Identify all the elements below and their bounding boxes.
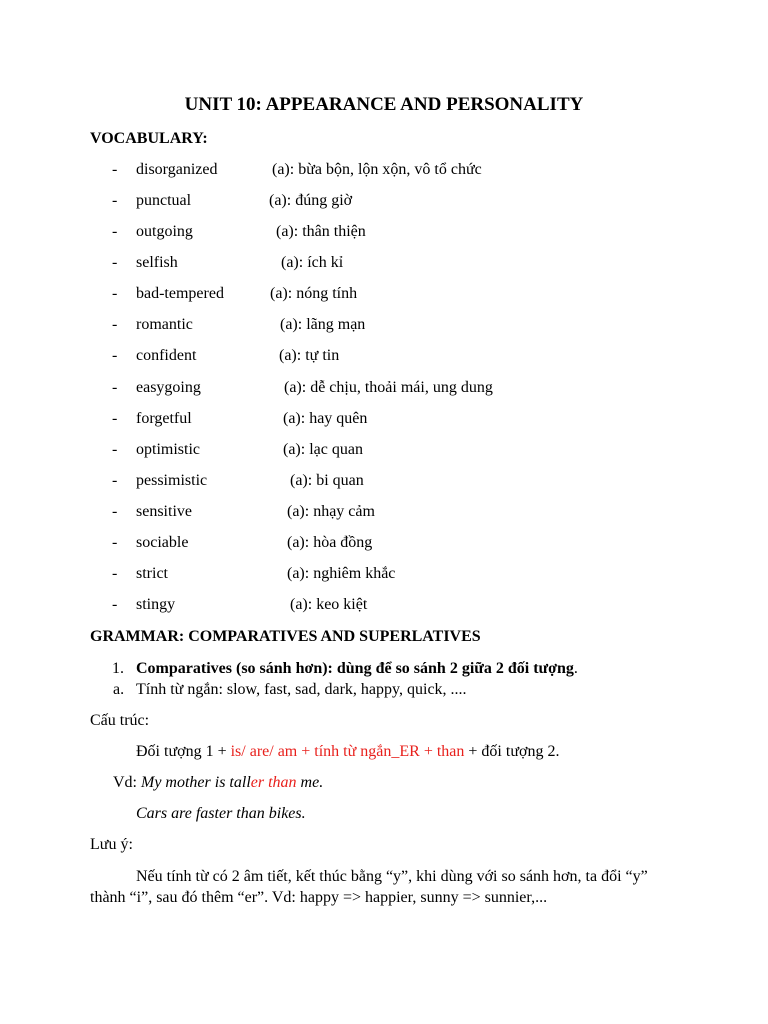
list-bullet: - xyxy=(112,441,118,458)
list-bullet: - xyxy=(112,316,118,333)
vocab-meaning: (a): lãng mạn xyxy=(280,316,366,333)
list-number: 1. xyxy=(112,660,124,677)
list-item xyxy=(0,472,768,494)
list-letter: a. xyxy=(113,681,125,698)
list-bullet: - xyxy=(112,347,118,364)
example-1 xyxy=(113,774,323,792)
list-bullet: - xyxy=(112,379,118,396)
note-line-2: thành “i”, sau đó thêm “er”. Vd: happy => happier, sunny => sunnier,... xyxy=(90,889,548,906)
list-item xyxy=(0,534,768,556)
vocab-meaning: (a): ích kỉ xyxy=(281,254,344,271)
vocab-word: strict xyxy=(136,565,168,582)
example-1-highlight: er than xyxy=(250,774,297,791)
vocab-meaning: (a): nghiêm khắc xyxy=(287,565,396,582)
list-item xyxy=(0,347,768,369)
vocab-word: punctual xyxy=(136,192,192,209)
list-bullet: - xyxy=(112,565,118,582)
list-bullet: - xyxy=(112,596,118,613)
example-1-part2: me. xyxy=(296,774,324,791)
vocab-meaning: (a): lạc quan xyxy=(283,441,363,458)
list-item xyxy=(0,565,768,587)
list-item xyxy=(0,161,768,183)
vocab-word: confident xyxy=(136,347,197,364)
vocab-meaning: (a): nhạy cảm xyxy=(287,503,375,520)
vocab-word: romantic xyxy=(136,316,193,333)
vocab-meaning: (a): hòa đồng xyxy=(287,534,373,551)
list-item xyxy=(0,254,768,276)
list-bullet: - xyxy=(112,161,118,178)
list-item xyxy=(0,503,768,525)
example-2: Cars are faster than bikes. xyxy=(136,805,306,822)
list-item xyxy=(0,223,768,245)
vocab-meaning: (a): đúng giờ xyxy=(269,192,353,209)
vocab-meaning: (a): nóng tính xyxy=(270,285,358,302)
vocab-word: bad-tempered xyxy=(136,285,224,302)
list-item xyxy=(0,441,768,463)
vocab-word: easygoing xyxy=(136,379,201,396)
vocab-word: selfish xyxy=(136,254,178,271)
list-bullet: - xyxy=(112,534,118,551)
vocab-meaning: (a): bi quan xyxy=(290,472,364,489)
example-label: Vd: xyxy=(113,774,141,791)
list-bullet: - xyxy=(112,223,118,240)
list-bullet: - xyxy=(112,254,118,271)
vocab-meaning: (a): tự tin xyxy=(279,347,340,364)
vocab-word: optimistic xyxy=(136,441,200,458)
comparatives-period: . xyxy=(573,660,578,677)
comparatives-definition: Comparatives (so sánh hơn): dùng để so sánh 2 giữa 2 đối tượng xyxy=(136,660,574,677)
list-item xyxy=(0,379,768,401)
vocab-meaning: (a): keo kiệt xyxy=(290,596,368,613)
formula-start: Đối tượng 1 + xyxy=(136,743,231,760)
grammar-heading: GRAMMAR: COMPARATIVES AND SUPERLATIVES xyxy=(90,628,481,645)
vocab-word: outgoing xyxy=(136,223,193,240)
list-bullet: - xyxy=(112,192,118,209)
vocab-word: forgetful xyxy=(136,410,192,427)
formula-highlight: is/ are/ am + tính từ ngắn_ER + than xyxy=(230,743,465,760)
structure-label: Cấu trúc: xyxy=(90,712,150,729)
list-item xyxy=(0,285,768,307)
note-label: Lưu ý: xyxy=(90,836,133,853)
vocab-meaning: (a): bừa bộn, lộn xộn, vô tổ chức xyxy=(272,161,482,178)
vocab-word: pessimistic xyxy=(136,472,208,489)
list-item xyxy=(0,192,768,214)
short-adjectives-item: Tính từ ngắn: slow, fast, sad, dark, happy, quick, .... xyxy=(136,681,467,698)
vocab-meaning: (a): hay quên xyxy=(283,410,368,427)
comparatives-item xyxy=(136,660,578,678)
list-item xyxy=(0,410,768,432)
list-bullet: - xyxy=(112,472,118,489)
example-1-part1: My mother is tall xyxy=(141,774,251,791)
note-line-1: Nếu tính từ có 2 âm tiết, kết thúc bằng “y”, khi dùng với so sánh hơn, ta đổi “y” xyxy=(136,868,648,885)
vocab-meaning: (a): thân thiện xyxy=(276,223,366,240)
vocab-word: sensitive xyxy=(136,503,192,520)
list-item xyxy=(0,316,768,338)
page-title: UNIT 10: APPEARANCE AND PERSONALITY xyxy=(184,94,584,115)
vocab-word: sociable xyxy=(136,534,189,551)
structure-formula xyxy=(136,743,559,761)
list-bullet: - xyxy=(112,503,118,520)
list-bullet: - xyxy=(112,410,118,427)
vocabulary-heading: VOCABULARY: xyxy=(90,130,208,147)
formula-end: + đối tượng 2. xyxy=(464,743,560,760)
list-bullet: - xyxy=(112,285,118,302)
list-item xyxy=(0,596,768,618)
vocab-word: stingy xyxy=(136,596,176,613)
vocab-word: disorganized xyxy=(136,161,218,178)
vocab-meaning: (a): dễ chịu, thoải mái, ung dung xyxy=(284,379,493,396)
